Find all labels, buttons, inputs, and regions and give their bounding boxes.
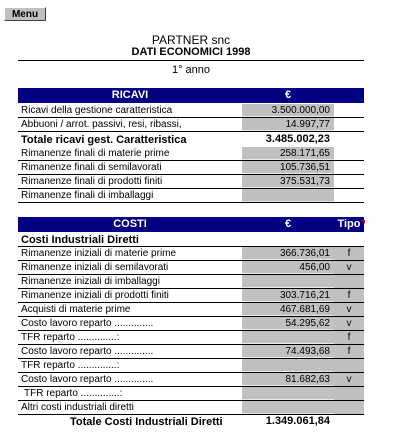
value-cell[interactable] <box>242 331 334 344</box>
value-cell[interactable]: 54.295,62 <box>242 317 334 330</box>
row-label: Rimanenze finali di semilavorati <box>21 162 162 173</box>
tipo-cell[interactable] <box>334 359 364 373</box>
costi-row <box>18 261 364 275</box>
rimanenze-row <box>18 189 364 203</box>
tipo-cell[interactable]: f <box>334 247 364 261</box>
costi-row <box>18 373 364 387</box>
costi-currency: € <box>284 218 292 230</box>
ricavi-total-row <box>18 133 364 147</box>
row-label: Rimanenze finali di imballaggi <box>21 190 154 201</box>
row-label: Rimanenze finali di materie prime <box>21 148 170 159</box>
title-underline <box>18 60 364 61</box>
tipo-cell[interactable] <box>334 275 364 289</box>
row-divider <box>18 202 364 203</box>
costi-row <box>18 387 364 401</box>
costi-row <box>18 247 364 261</box>
row-label: Costo lavoro reparto .............. <box>21 374 154 385</box>
costi-row <box>18 345 364 359</box>
tipo-cell[interactable]: f <box>334 289 364 303</box>
tipo-cell[interactable]: v <box>334 317 364 331</box>
costi-row <box>18 359 364 373</box>
tipo-cell[interactable]: f <box>334 331 364 345</box>
rimanenze-prodotti-cell[interactable]: 375.531,73 <box>242 175 334 188</box>
value-cell[interactable] <box>242 401 334 414</box>
ricavi-title: RICAVI <box>111 89 149 101</box>
costi-title: COSTI <box>113 218 147 230</box>
abbuoni-cell[interactable]: 14.997,77 <box>242 118 334 131</box>
row-label: Rimanenze iniziali di imballaggi <box>21 276 160 287</box>
total-value: 1.349.061,84 <box>265 415 330 427</box>
ricavi-row <box>18 104 364 118</box>
value-cell[interactable] <box>242 359 334 372</box>
costi-row <box>18 275 364 289</box>
costi-section-row <box>18 233 364 247</box>
row-label: Abbuoni / arrot. passivi, resi, ribassi, <box>21 119 182 130</box>
tipo-cell[interactable]: f <box>334 345 364 359</box>
row-label: Rimanenze finali di prodotti finiti <box>21 176 163 187</box>
costi-row <box>18 401 364 415</box>
value-cell[interactable]: 74.493,68 <box>242 345 334 358</box>
value-cell[interactable]: 366.736,01 <box>242 247 334 260</box>
tipo-cell[interactable]: v <box>334 261 364 275</box>
costi-row <box>18 317 364 331</box>
rimanenze-row <box>18 175 364 189</box>
row-label: Rimanenze iniziali di prodotti finiti <box>21 290 169 301</box>
costi-tipo-header: Tipo <box>337 218 361 230</box>
tipo-cell[interactable] <box>334 401 364 415</box>
rimanenze-materie-cell[interactable]: 258.171,65 <box>242 147 334 160</box>
total-value: 3.485.002,23 <box>265 133 330 145</box>
report-title: DATI ECONOMICI 1998 <box>131 46 251 58</box>
row-label: Acquisti di materie prime <box>21 304 131 315</box>
row-label: Ricavi della gestione caratteristica <box>21 105 173 116</box>
value-cell[interactable]: 81.682,63 <box>242 373 334 386</box>
value-cell[interactable] <box>242 275 334 288</box>
row-label: Rimanenze iniziali di materie prime <box>21 248 177 259</box>
rimanenze-imballaggi-cell[interactable] <box>242 189 334 202</box>
rimanenze-row <box>18 161 364 175</box>
tipo-cell[interactable]: v <box>334 373 364 387</box>
row-label: Costo lavoro reparto .............. <box>21 318 154 329</box>
rimanenze-semilavorati-cell[interactable]: 105.736,51 <box>242 161 334 174</box>
tipo-cell[interactable] <box>334 387 364 401</box>
row-label: TFR reparto ..............: <box>21 332 120 343</box>
ricavi-currency: € <box>284 89 292 101</box>
row-label: Rimanenze iniziali di semilavorati <box>21 262 169 273</box>
section-label: Costi Industriali Diretti <box>21 234 139 246</box>
row-label: Costo lavoro reparto .............. <box>21 346 154 357</box>
row-label: Altri costi industriali diretti <box>21 402 134 413</box>
row-label: TFR reparto ..............: <box>21 360 120 371</box>
rimanenze-row <box>18 147 364 161</box>
costi-row <box>18 303 364 317</box>
company-name: PARTNER snc <box>151 33 231 47</box>
menu-button[interactable]: Menu <box>4 7 46 21</box>
costi-row <box>18 331 364 345</box>
comment-indicator-icon <box>361 220 365 224</box>
ricavi-row <box>18 118 364 132</box>
row-divider <box>18 131 364 132</box>
tipo-cell[interactable]: v <box>334 303 364 317</box>
ricavi-gestione-cell[interactable]: 3.500.000,00 <box>242 104 334 117</box>
ricavi-header <box>18 88 364 103</box>
costi-total-row <box>18 415 364 429</box>
report-year: 1° anno <box>171 64 211 76</box>
total-label: Totale Costi Industriali Diretti <box>70 416 223 428</box>
value-cell[interactable]: 303.716,21 <box>242 289 334 302</box>
value-cell[interactable]: 456,00 <box>242 261 334 274</box>
row-label: TFR reparto ..............: <box>24 388 123 399</box>
value-cell[interactable]: 467.681,69 <box>242 303 334 316</box>
costi-header <box>18 217 364 232</box>
total-label: Totale ricavi gest. Caratteristica <box>21 134 187 146</box>
costi-row <box>18 289 364 303</box>
value-cell[interactable] <box>242 387 334 400</box>
